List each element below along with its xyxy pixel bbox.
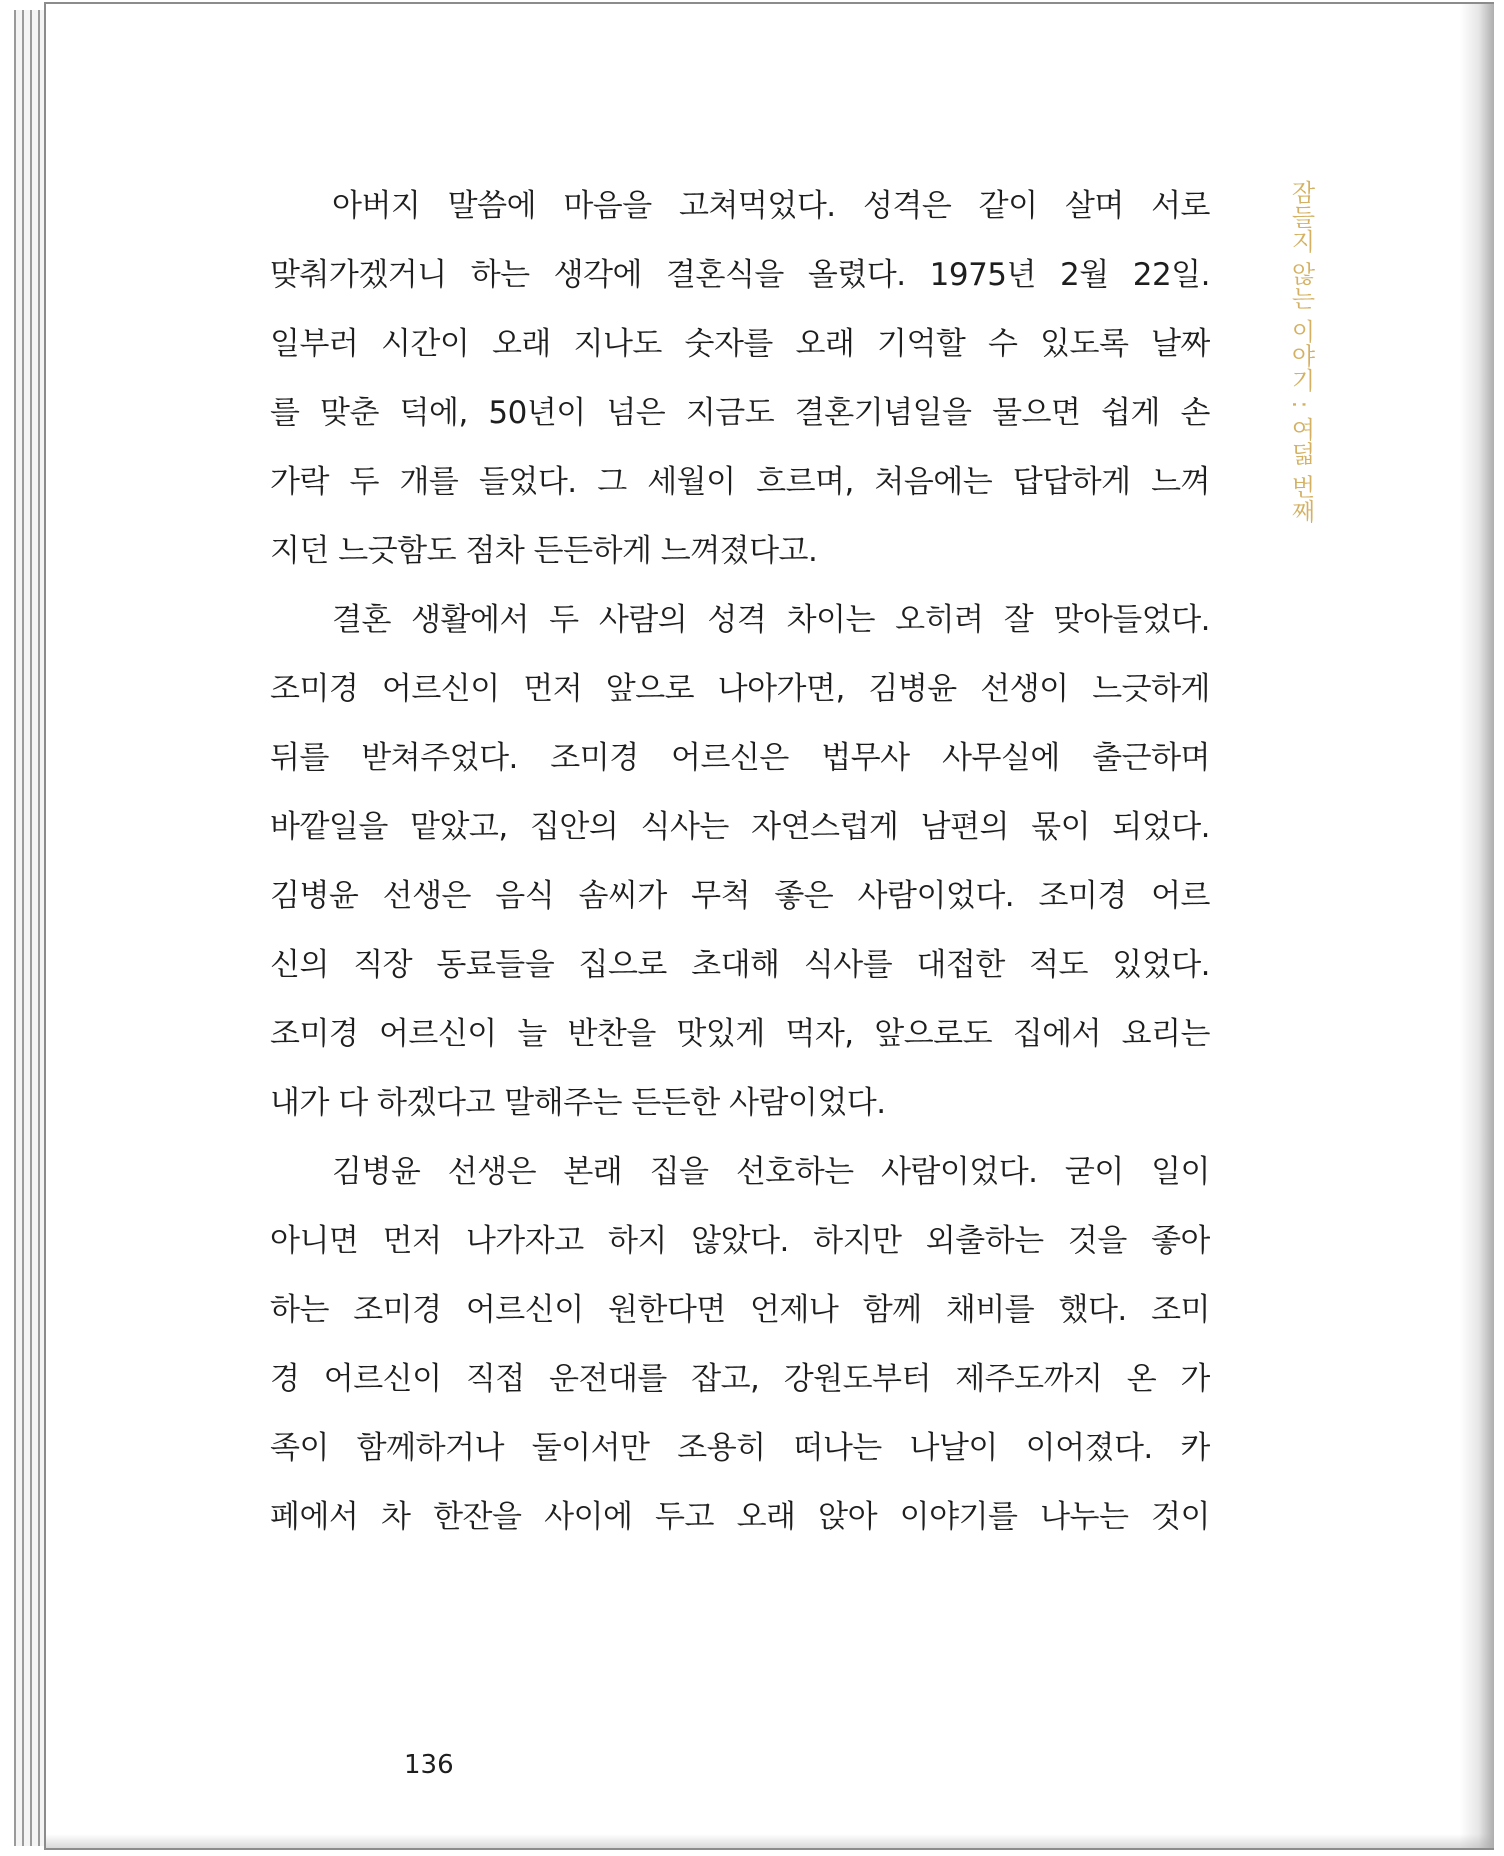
text-line: 뒤를 받쳐주었다. 조미경 어르신은 법무사 사무실에 출근하며 [270,740,1210,776]
text-line: 아니면 먼저 나가자고 하지 않았다. 하지만 외출하는 것을 좋아 [270,1223,1210,1259]
text-line: 맞춰가겠거니 하는 생각에 결혼식을 올렸다. 1975년 2월 22일. [270,257,1210,293]
page-bottom-shadow [46,1834,1494,1848]
text-line: 김병윤 선생은 본래 집을 선호하는 사람이었다. 굳이 일이 [332,1154,1210,1190]
page-number: 136 [404,1750,454,1780]
text-line: 김병윤 선생은 음식 솜씨가 무척 좋은 사람이었다. 조미경 어르 [270,878,1210,914]
text-line: 경 어르신이 직접 운전대를 잡고, 강원도부터 제주도까지 온 가 [270,1361,1210,1397]
body-text [270,172,1210,1552]
text-line: 조미경 어르신이 늘 반찬을 맛있게 먹자, 앞으로도 집에서 요리는 [270,1016,1210,1052]
text-line: 신의 직장 동료들을 집으로 초대해 식사를 대접한 적도 있었다. [270,947,1210,983]
text-line: 페에서 차 한잔을 사이에 두고 오래 앉아 이야기를 나누는 것이 [270,1499,1210,1535]
text-line: 조미경 어르신이 먼저 앞으로 나아가면, 김병윤 선생이 느긋하게 [270,671,1210,707]
page-right-shadow [1460,4,1494,1848]
text-line: 족이 함께하거나 둘이서만 조용히 떠나는 나날이 이어졌다. 카 [270,1430,1210,1466]
book-page [44,2,1494,1850]
running-head: 잠들지 않는 이야기 : 여덟 번째 [1287,180,1315,524]
text-line: 를 맞춘 덕에, 50년이 넘은 지금도 결혼기념일을 물으면 쉽게 손 [270,395,1210,431]
text-line: 지던 느긋함도 점차 든든하게 느껴졌다고. [270,533,818,569]
text-line: 바깥일을 맡았고, 집안의 식사는 자연스럽게 남편의 몫이 되었다. [270,809,1210,845]
text-line: 일부러 시간이 오래 지나도 숫자를 오래 기억할 수 있도록 날짜 [270,326,1210,362]
text-line: 결혼 생활에서 두 사람의 성격 차이는 오히려 잘 맞아들었다. [332,602,1210,638]
text-line: 아버지 말씀에 마음을 고쳐먹었다. 성격은 같이 살며 서로 [332,188,1210,224]
text-line: 가락 두 개를 들었다. 그 세월이 흐르며, 처음에는 답답하게 느껴 [270,464,1210,500]
text-line: 내가 다 하겠다고 말해주는 든든한 사람이었다. [270,1085,886,1121]
text-line: 하는 조미경 어르신이 원한다면 언제나 함께 채비를 했다. 조미 [270,1292,1210,1328]
